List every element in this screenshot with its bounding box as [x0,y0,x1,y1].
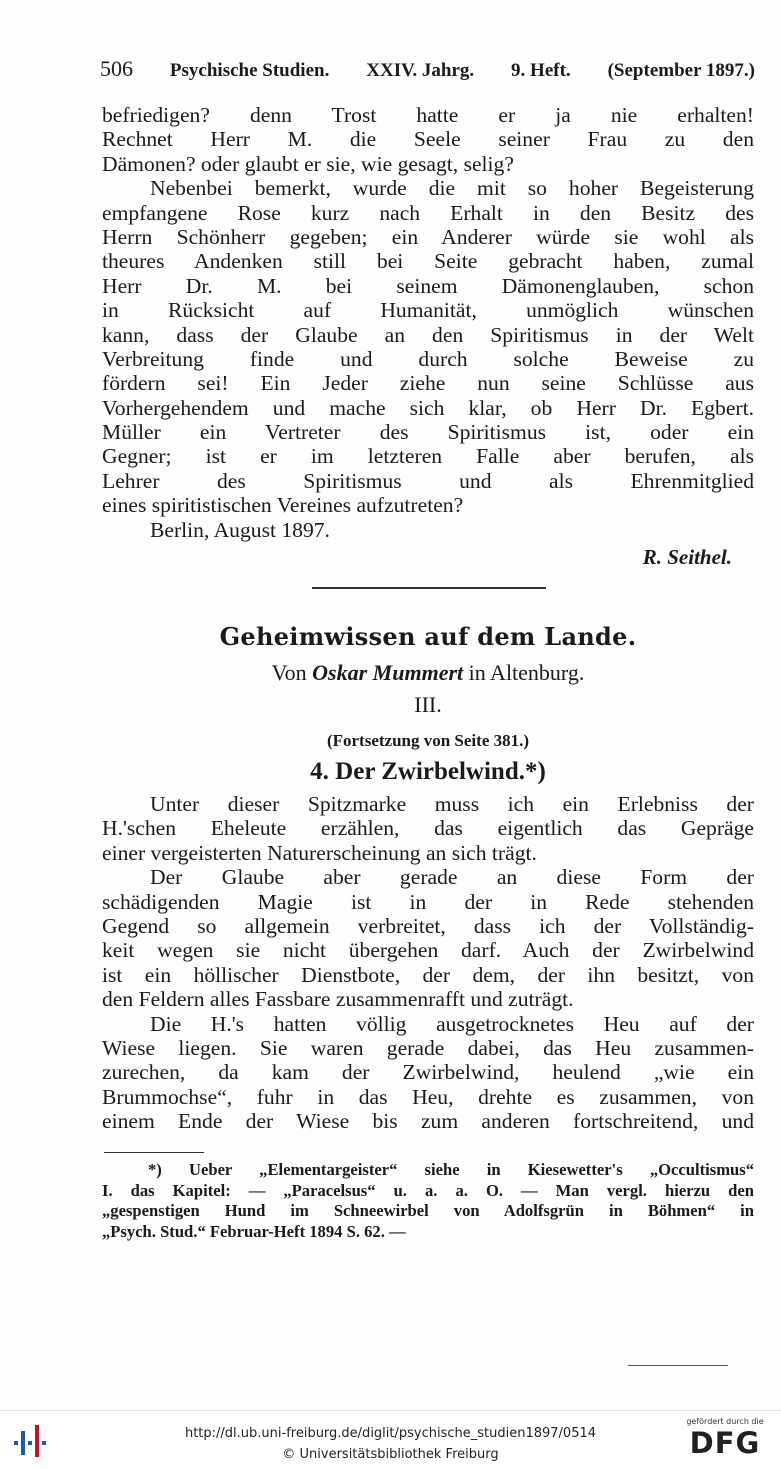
text-line: kann, dass der Glaube an den Spiritismus in der Welt [102,322,754,347]
footnote-line: *) Ueber „Elementargeister“ siehe in Kiesewetter's „Occultismus“ [148,1160,754,1179]
text-line: Nebenbei bemerkt, wurde die mit so hoher Begeisterung [150,176,754,201]
byline-prefix: Von [271,660,307,685]
running-header [100,56,755,82]
section-divider [312,587,546,589]
text-line: ist ein höllischer Dienstbote, der dem, der ihn besitzt, von [102,962,754,987]
volume: XXIV. Jahrg. [366,60,475,81]
text-line: zurechen, da kam der Zwirbelwind, heulend „wie ein [102,1060,754,1085]
text-line: empfangene Rose kurz nach Erhalt in den Besitz des [102,200,754,225]
text-line: Gegend so allgemein verbreitet, dass ich der Vollständig- [102,913,754,938]
digitization-footer [0,1410,781,1469]
text-line: theures Andenken still bei Seite gebracht haben, zumal [102,249,754,274]
dfg-caption: gefördert durch die [686,1417,764,1426]
journal-title: Psychische Studien. [169,60,330,81]
text-line: Vorhergehendem und mache sich klar, ob Herr Dr. Egbert. [102,395,754,420]
text-line: Verbreitung finde und durch solche Beweise zu [102,346,754,371]
signature: R. Seithel. [642,545,732,570]
dateline: Berlin, August 1897. [150,517,330,542]
text-line: eines spiritistischen Vereines aufzutreten? [102,493,464,518]
section-subtitle: 4. Der Zwirbelwind.*) [310,758,546,785]
bottom-mark [628,1365,728,1366]
article-title: Geheimwissen auf dem Lande. [219,622,637,651]
text-line: Müller ein Vertreter des Spiritismus ist, oder ein [102,420,754,445]
text-line: befriedigen? denn Trost hatte er ja nie erhalten! [102,103,754,127]
text-line: Unter dieser Spitzmarke muss ich ein Erlebniss der [150,792,754,816]
text-line: den Feldern alles Fassbare zusammenrafft und zuträgt. [102,987,574,1012]
footnote-line: „Psych. Stud.“ Februar-Heft 1894 S. 62. — [102,1221,406,1241]
text-line: schädigenden Magie ist in der in Rede stehenden [102,889,754,914]
text-line: Gegner; ist er im letzteren Falle aber berufen, als [102,444,754,469]
text-line: Lehrer des Spiritismus und als Ehrenmitglied [102,468,754,493]
section2-text [102,792,754,1133]
text-line: keit wegen sie nicht übergehen darf. Auch der Zwirbelwind [102,938,754,963]
text-line: Herrn Schönherr gegeben; ein Anderer würde sie wohl als [102,224,754,249]
dfg-wordmark: DFG [689,1426,761,1460]
issue-date: (September 1897.) [607,60,755,81]
copyright-notice: © Universitätsbibliothek Freiburg [282,1447,499,1462]
text-line: fördern sei! Ein Jeder ziehe nun seine Schlüsse aus [102,371,754,396]
text-line: Der Glaube aber gerade an diese Form der [150,865,754,890]
text-line: Brummochse“, fuhr in das Heu, drehte es zusammen, von [102,1084,754,1109]
page-number: 506 [100,56,133,81]
text-line: Rechnet Herr M. die Seele seiner Frau zu den [102,127,754,152]
footnote-line: „gespenstigen Hund im Schneewirbel von Adolfsgrün in Böhmen“ in [102,1201,754,1220]
article-byline [100,660,756,686]
dfg-logo [681,1417,769,1460]
continuation-note: (Fortsetzung von Seite 381.) [326,731,530,750]
part-number: III. [414,692,442,717]
footnote-line: I. das Kapitel: — „Paracelsus“ u. a. a. O. — Man vergl. hierzu den [102,1180,754,1200]
footnote [102,1160,754,1242]
issue: 9. Heft. [511,60,571,81]
footnote-divider [104,1152,204,1153]
author-name: Oskar Mummert [312,660,464,685]
text-line: Die H.'s hatten völlig ausgetrocknetes Heu auf der [150,1011,754,1036]
byline-place: in Altenburg. [468,660,585,685]
text-line: Dämonen? oder glaubt er sie, wie gesagt, selig? [102,151,514,176]
text-line: H.'schen Eheleute erzählen, das eigentlich das Gepräge [102,816,754,841]
text-line: Wiese liegen. Sie waren gerade dabei, das Heu zusammen- [102,1035,754,1060]
text-line: in Rücksicht auf Humanität, unmöglich wünschen [102,298,754,323]
source-url-link[interactable]: http://dl.ub.uni-freiburg.de/diglit/psychische_studien1897/0514 [184,1426,597,1441]
text-line: einer vergeisterten Naturerscheinung an sich trägt. [102,840,537,865]
section1-text [102,103,754,572]
text-line: Herr Dr. M. bei seinem Dämonenglauben, schon [102,273,754,298]
text-line: einem Ende der Wiese bis zum anderen fortschreitend, und [102,1109,754,1134]
